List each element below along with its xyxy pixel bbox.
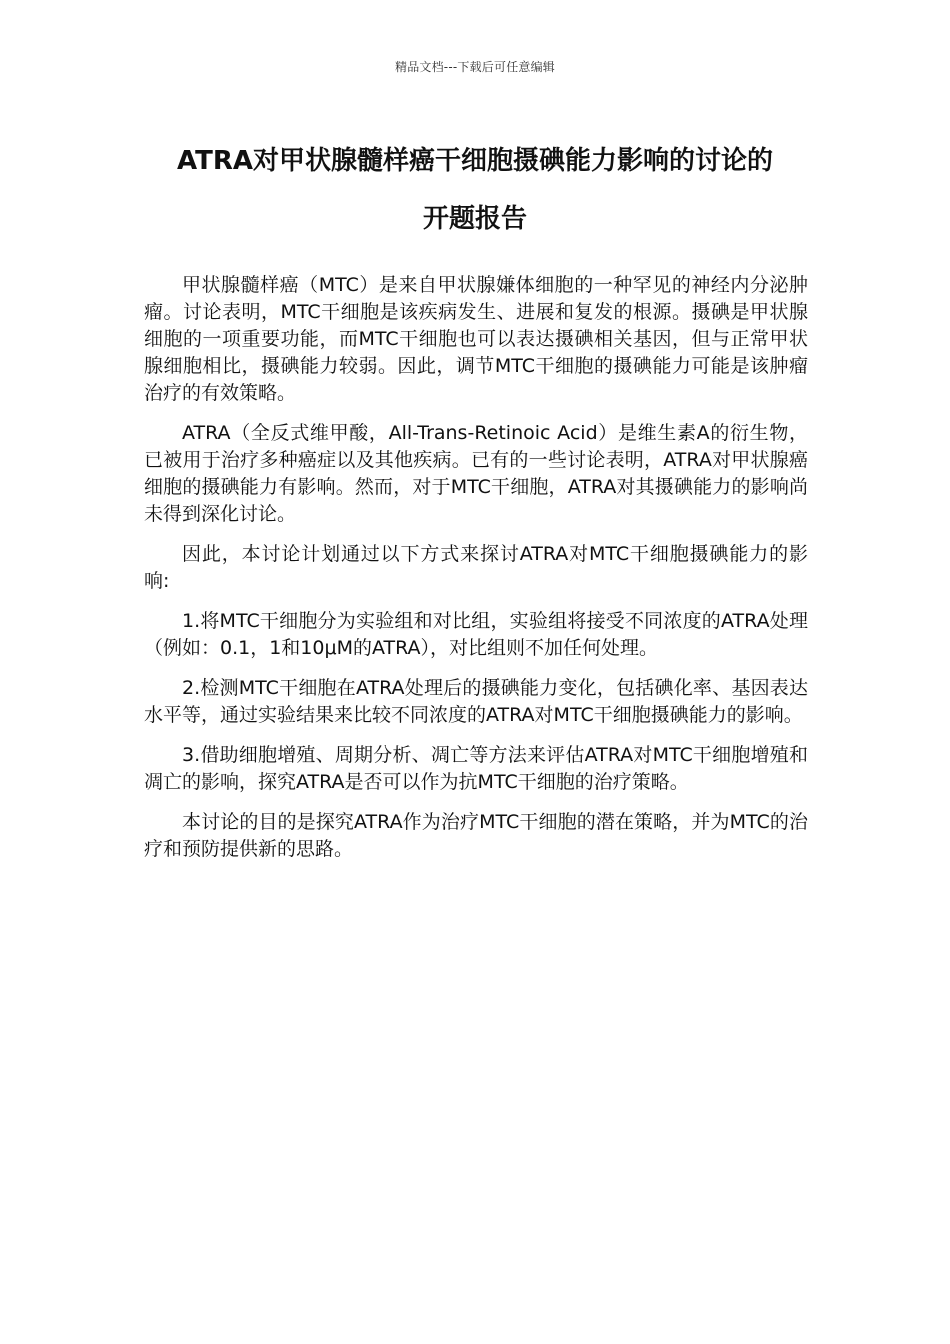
document-body: [144, 272, 808, 876]
paragraph-plan: 因此，本讨论计划通过以下方式来探讨ATRA对MTC干细胞摄碘能力的影响:: [144, 543, 808, 592]
document-title: [130, 132, 820, 248]
paragraph-intro: 甲状腺髓样癌（MTC）是来自甲状腺嫌体细胞的一种罕见的神经内分泌肿瘤。讨论表明，MTC干细胞是该疾病发生、进展和复发的根源。摄碘是甲状腺细胞的一项重要功能，而MTC干细胞也可以表达摄碘相关基因，但与正常甲状腺细胞相比，摄碘能力较弱。因此，调节MTC干细胞的摄碘能力可能是该肿瘤治疗的有效策略。: [144, 274, 808, 404]
paragraph-step-1: 1.将MTC干细胞分为实验组和对比组，实验组将接受不同浓度的ATRA处理（例如：0.1，1和10μM的ATRA），对比组则不加任何处理。: [144, 610, 808, 659]
paragraph-step-2: 2.检测MTC干细胞在ATRA处理后的摄碘能力变化，包括碘化率、基因表达水平等，通过实验结果来比较不同浓度的ATRA对MTC干细胞摄碘能力的影响。: [144, 677, 808, 726]
title-line-2: 开题报告: [422, 204, 527, 234]
paragraph-conclusion: 本讨论的目的是探究ATRA作为治疗MTC干细胞的潜在策略，并为MTC的治疗和预防提供新的思路。: [144, 811, 808, 860]
paragraph-step-3: 3.借助细胞增殖、周期分析、凋亡等方法来评估ATRA对MTC干细胞增殖和凋亡的影响，探究ATRA是否可以作为抗MTC干细胞的治疗策略。: [144, 744, 808, 793]
title-line-1: ATRA对甲状腺髓样癌干细胞摄碘能力影响的讨论的: [177, 146, 773, 176]
paragraph-atra: ATRA（全反式维甲酸，All-Trans-Retinoic Acid）是维生素A的衍生物，已被用于治疗多种癌症以及其他疾病。已有的一些讨论表明，ATRA对甲状腺癌细胞的摄碘能力有影响。然而，对于MTC干细胞，ATRA对其摄碘能力的影响尚未得到深化讨论。: [144, 422, 808, 525]
header-note: 精品文档---下载后可任意编辑: [395, 60, 555, 74]
